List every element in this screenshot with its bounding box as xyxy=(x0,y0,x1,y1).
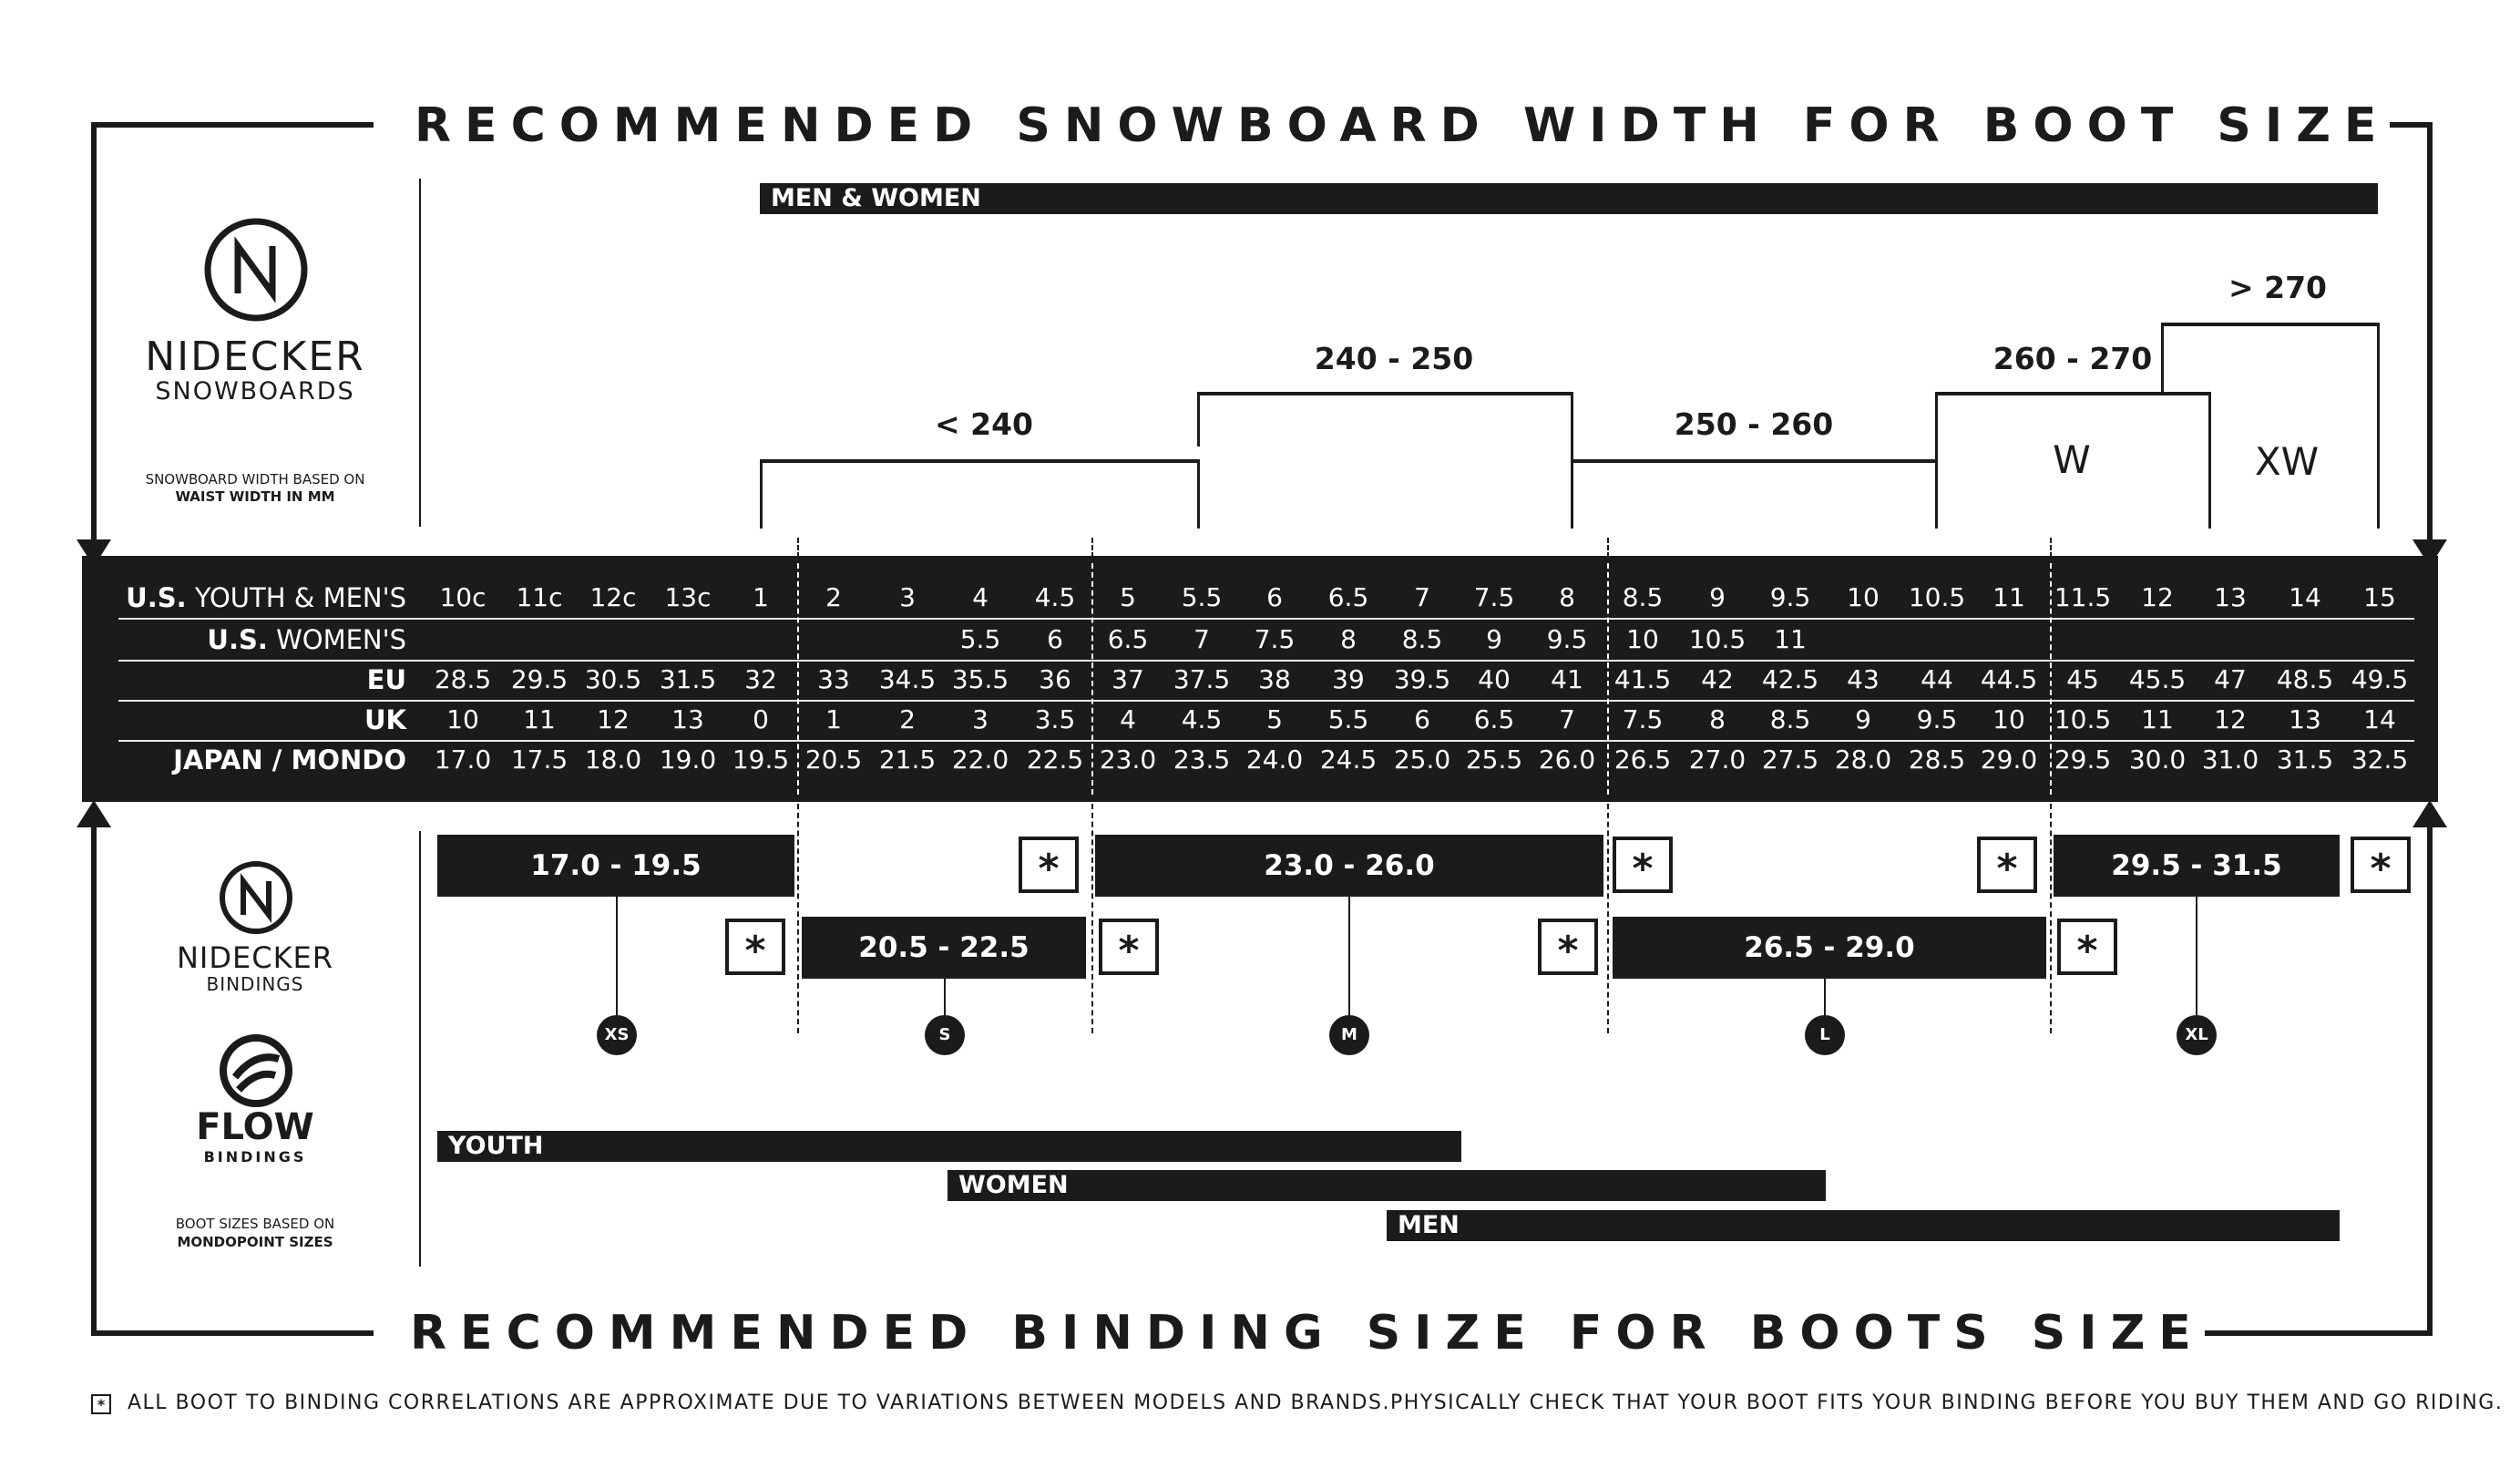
size-cell: 18.0 xyxy=(584,744,642,775)
star-note-icon: * xyxy=(1019,837,1079,893)
size-cell: 26.0 xyxy=(1538,744,1596,775)
size-cell: 6 xyxy=(1266,582,1283,612)
wide-label-xw: XW xyxy=(2254,439,2320,484)
size-cell: 28.5 xyxy=(434,664,492,694)
size-cell: 10c xyxy=(439,582,487,612)
size-cell: 13 xyxy=(671,704,704,734)
size-cell: 7.5 xyxy=(1254,624,1296,654)
size-cell: 39 xyxy=(1332,664,1365,694)
frame-right-upper xyxy=(2427,122,2433,541)
bindings-brand-sub: BINDINGS xyxy=(206,973,304,995)
size-cell: 10.5 xyxy=(2054,704,2112,734)
size-badge-s: S xyxy=(925,1015,965,1055)
size-cell: 13c xyxy=(664,582,712,612)
bracket-260-270-top xyxy=(1935,392,2210,395)
size-cell: 0 xyxy=(753,704,769,734)
size-cell: 6 xyxy=(1047,624,1063,654)
size-badge-xl: XL xyxy=(2177,1015,2217,1055)
size-cell: 24.0 xyxy=(1245,744,1304,775)
size-cell: 5.5 xyxy=(1181,582,1223,612)
size-cell: 30.5 xyxy=(584,664,642,694)
size-row-label: U.S. YOUTH & MEN'S xyxy=(126,582,406,613)
size-cell: 27.0 xyxy=(1688,744,1747,775)
size-cell: 31.5 xyxy=(2276,744,2334,775)
group-divider-1-bottom xyxy=(797,804,799,1033)
size-cell: 13 xyxy=(2289,704,2321,734)
binding-range-s: 20.5 - 22.5 xyxy=(802,917,1086,979)
group-divider-1-band xyxy=(797,563,799,795)
size-cell: 13 xyxy=(2214,582,2247,612)
size-cell: 9 xyxy=(1855,704,1871,734)
bracket-gt270-left xyxy=(2161,323,2164,394)
size-cell: 3 xyxy=(972,704,989,734)
size-cell: 4.5 xyxy=(1181,704,1223,734)
size-cell: 34.5 xyxy=(878,664,937,694)
size-cell: 27.5 xyxy=(1761,744,1819,775)
size-cell: 11 xyxy=(523,704,556,734)
size-cell: 26.5 xyxy=(1613,744,1672,775)
size-cell: 5 xyxy=(1266,704,1283,734)
arrow-up-right-icon xyxy=(2412,800,2447,827)
size-cell: 43 xyxy=(1847,664,1880,694)
size-cell: 15 xyxy=(2363,582,2396,612)
size-cell: 1 xyxy=(825,704,842,734)
size-cell: 10 xyxy=(1847,582,1880,612)
size-cell: 22.5 xyxy=(1026,744,1084,775)
size-cell: 33 xyxy=(817,664,850,694)
size-cell: 40 xyxy=(1478,664,1511,694)
size-cell: 9 xyxy=(1486,624,1502,654)
star-note-icon: * xyxy=(2351,837,2411,893)
size-cell: 10.5 xyxy=(1908,582,1966,612)
top-title: RECOMMENDED SNOWBOARD WIDTH FOR BOOT SIZE xyxy=(415,98,2391,153)
size-cell: 8.5 xyxy=(1769,704,1811,734)
size-cell: 4.5 xyxy=(1034,582,1076,612)
width-bracket-lt240: < 240 xyxy=(934,406,1034,442)
size-cell: 28.5 xyxy=(1908,744,1966,775)
group-divider-3-top xyxy=(1607,538,1609,558)
size-cell: 10 xyxy=(446,704,479,734)
size-cell: 42.5 xyxy=(1761,664,1819,694)
size-cell: 31.5 xyxy=(659,664,717,694)
size-cell: 37 xyxy=(1111,664,1144,694)
group-divider-3-bottom xyxy=(1607,804,1609,1033)
size-cell: 3 xyxy=(899,582,916,612)
size-cell: 8 xyxy=(1559,582,1575,612)
width-bracket-250-260: 250 - 260 xyxy=(1674,406,1834,442)
size-cell: 6.5 xyxy=(1473,704,1515,734)
size-cell: 1 xyxy=(753,582,769,612)
left-column-divider-bottom xyxy=(419,831,421,1267)
group-divider-1-top xyxy=(797,538,799,558)
size-cell: 44.5 xyxy=(1980,664,2038,694)
group-divider-3-band xyxy=(1607,563,1609,795)
size-row-label: U.S. WOMEN'S xyxy=(207,624,406,655)
size-cell: 14 xyxy=(2289,582,2321,612)
bracket-lt240-left xyxy=(760,459,763,529)
footnote: ALL BOOT TO BINDING CORRELATIONS ARE APPROXIMATE DUE TO VARIATIONS BETWEEN MODELS AND BRANDS.PHYSICALLY CHECK THAT YOUR BOOT FITS YOUR BINDING BEFORE YOU BUY THEM AND GO RIDING. xyxy=(128,1391,2504,1414)
star-note-icon: * xyxy=(1099,919,1159,975)
size-cell: 17.5 xyxy=(510,744,569,775)
bottom-title: RECOMMENDED BINDING SIZE FOR BOOTS SIZE xyxy=(410,1306,2205,1360)
men-women-bar xyxy=(760,183,2378,214)
size-cell: 5.5 xyxy=(959,624,1001,654)
width-bracket-260-270: 260 - 270 xyxy=(1992,341,2153,376)
size-row-separator xyxy=(118,618,2414,620)
size-cell: 35.5 xyxy=(951,664,1009,694)
size-badge-xs: XS xyxy=(597,1015,637,1055)
size-cell: 2 xyxy=(899,704,916,734)
size-row-label: EU xyxy=(366,664,406,695)
size-cell: 23.5 xyxy=(1173,744,1231,775)
size-cell: 41 xyxy=(1551,664,1583,694)
size-cell: 9.5 xyxy=(1916,704,1958,734)
size-cell: 19.0 xyxy=(659,744,717,775)
size-cell: 9 xyxy=(1709,582,1726,612)
group-divider-2-band xyxy=(1091,563,1093,795)
size-cell: 25.5 xyxy=(1465,744,1523,775)
size-cell: 30.0 xyxy=(2128,744,2187,775)
size-cell: 42 xyxy=(1701,664,1734,694)
size-cell: 22.0 xyxy=(951,744,1009,775)
connector-m xyxy=(1348,897,1350,1015)
bracket-240-250-left xyxy=(1197,392,1200,447)
size-cell: 6.5 xyxy=(1107,624,1149,654)
bracket-gt270-right xyxy=(2377,323,2380,529)
bracket-260-270-right xyxy=(2208,392,2211,529)
size-cell: 8.5 xyxy=(1401,624,1443,654)
size-cell: 7 xyxy=(1193,624,1210,654)
size-cell: 6.5 xyxy=(1327,582,1369,612)
bracket-240-250-top xyxy=(1197,392,1572,395)
size-cell: 28.0 xyxy=(1834,744,1892,775)
bracket-lt240-right xyxy=(1197,459,1200,529)
size-cell: 8 xyxy=(1340,624,1357,654)
wide-label-w: W xyxy=(2053,437,2091,482)
size-cell: 44 xyxy=(1921,664,1953,694)
flow-bar-youth xyxy=(437,1131,1461,1162)
nidecker-brand-name: NIDECKER xyxy=(145,334,365,380)
size-cell: 11 xyxy=(1992,582,2025,612)
size-cell: 11 xyxy=(1774,624,1807,654)
flow-brand-name: FLOW xyxy=(196,1106,314,1148)
size-cell: 38 xyxy=(1258,664,1291,694)
size-cell: 29.5 xyxy=(2054,744,2112,775)
size-cell: 12 xyxy=(2141,582,2174,612)
size-cell: 32.5 xyxy=(2351,744,2409,775)
size-cell: 4 xyxy=(972,582,989,612)
size-badge-m: M xyxy=(1329,1015,1369,1055)
frame-left-lower xyxy=(91,826,97,1336)
size-cell: 7 xyxy=(1559,704,1575,734)
size-cell: 41.5 xyxy=(1613,664,1672,694)
binding-range-m: 23.0 - 26.0 xyxy=(1095,835,1603,897)
binding-range-xs: 17.0 - 19.5 xyxy=(437,835,794,897)
group-divider-4-bottom xyxy=(2050,804,2052,1033)
flow-brand-sub: BINDINGS xyxy=(203,1148,307,1165)
frame-left-upper xyxy=(91,122,97,541)
star-note-icon: * xyxy=(1538,919,1598,975)
size-cell: 49.5 xyxy=(2351,664,2409,694)
width-bracket-240-250: 240 - 250 xyxy=(1314,341,1474,376)
size-cell: 12 xyxy=(2214,704,2247,734)
size-cell: 9.5 xyxy=(1769,582,1811,612)
size-cell: 10 xyxy=(1626,624,1659,654)
flow-bar-youth-label: YOUTH xyxy=(448,1132,544,1160)
flow-bar-men-label: MEN xyxy=(1398,1211,1460,1239)
size-cell: 45.5 xyxy=(2128,664,2187,694)
flow-bar-men xyxy=(1387,1210,2340,1241)
size-cell: 5 xyxy=(1120,582,1136,612)
size-cell: 4 xyxy=(1120,704,1136,734)
size-cell: 37.5 xyxy=(1173,664,1231,694)
flow-logo-icon xyxy=(219,1033,293,1108)
size-cell: 36 xyxy=(1039,664,1071,694)
group-divider-4-band xyxy=(2050,563,2052,795)
size-cell: 7 xyxy=(1414,582,1430,612)
size-cell: 11c xyxy=(516,582,563,612)
size-cell: 11.5 xyxy=(2054,582,2112,612)
size-row-label: UK xyxy=(364,704,406,735)
size-cell: 47 xyxy=(2214,664,2247,694)
size-cell: 17.0 xyxy=(434,744,492,775)
size-cell: 48.5 xyxy=(2276,664,2334,694)
star-note-icon: * xyxy=(1977,837,2037,893)
size-cell: 25.0 xyxy=(1393,744,1451,775)
left-column-divider-top xyxy=(419,179,421,527)
size-cell: 7.5 xyxy=(1473,582,1515,612)
size-cell: 10.5 xyxy=(1688,624,1747,654)
size-cell: 39.5 xyxy=(1393,664,1451,694)
size-row-label: JAPAN / MONDO xyxy=(173,744,406,775)
nidecker-brand-sub: SNOWBOARDS xyxy=(155,377,355,406)
size-cell: 23.0 xyxy=(1099,744,1157,775)
size-cell: 29.5 xyxy=(510,664,569,694)
nidecker-logo-icon xyxy=(203,217,309,323)
men-women-label: MEN & WOMEN xyxy=(771,184,981,212)
size-cell: 24.5 xyxy=(1319,744,1378,775)
size-cell: 12c xyxy=(589,582,637,612)
binding-range-l: 26.5 - 29.0 xyxy=(1613,917,2046,979)
arrow-up-left-icon xyxy=(77,800,111,827)
size-cell: 14 xyxy=(2363,704,2396,734)
width-note-line2: WAIST WIDTH IN MM xyxy=(175,488,335,505)
bracket-250-260-right xyxy=(1935,392,1938,529)
nidecker-bindings-logo-icon xyxy=(219,860,293,935)
group-divider-4-top xyxy=(2050,538,2052,558)
connector-l xyxy=(1824,979,1826,1015)
group-divider-2-top xyxy=(1091,538,1093,558)
size-cell: 21.5 xyxy=(878,744,937,775)
connector-xs xyxy=(616,897,618,1015)
size-cell: 6 xyxy=(1414,704,1430,734)
bindings-brand-name: NIDECKER xyxy=(176,940,333,975)
group-divider-2-bottom xyxy=(1091,804,1093,1033)
size-cell: 2 xyxy=(825,582,842,612)
size-cell: 12 xyxy=(597,704,630,734)
size-cell: 8.5 xyxy=(1622,582,1664,612)
size-cell: 31.0 xyxy=(2201,744,2259,775)
size-badge-l: L xyxy=(1805,1015,1845,1055)
size-cell: 8 xyxy=(1709,704,1726,734)
flow-note-line1: BOOT SIZES BASED ON xyxy=(175,1216,335,1232)
frame-right-lower xyxy=(2427,826,2433,1336)
bracket-250-260-top xyxy=(1571,459,1937,463)
width-note-line1: SNOWBOARD WIDTH BASED ON xyxy=(145,471,365,488)
bracket-lt240-top xyxy=(760,459,1199,463)
flow-bar-women-label: WOMEN xyxy=(958,1171,1069,1199)
size-cell: 45 xyxy=(2066,664,2099,694)
size-cell: 9.5 xyxy=(1546,624,1588,654)
size-cell: 32 xyxy=(744,664,777,694)
size-cell: 11 xyxy=(2141,704,2174,734)
star-note-icon: * xyxy=(1613,837,1673,893)
frame-top-left xyxy=(91,122,374,128)
star-note-icon: * xyxy=(725,919,785,975)
size-cell: 19.5 xyxy=(732,744,790,775)
connector-s xyxy=(944,979,946,1015)
size-cell: 29.0 xyxy=(1980,744,2038,775)
star-note-icon: * xyxy=(2057,919,2117,975)
binding-range-xl: 29.5 - 31.5 xyxy=(2054,835,2340,897)
frame-bottom-left xyxy=(91,1330,374,1336)
size-cell: 5.5 xyxy=(1327,704,1369,734)
connector-xl xyxy=(2196,897,2197,1015)
footnote-star-icon: * xyxy=(91,1394,111,1414)
width-bracket-gt270: > 270 xyxy=(2228,270,2328,305)
bracket-gt270-top xyxy=(2161,323,2380,326)
size-cell: 20.5 xyxy=(804,744,863,775)
size-cell: 10 xyxy=(1992,704,2025,734)
flow-note-line2: MONDOPOINT SIZES xyxy=(177,1234,333,1250)
flow-bar-women xyxy=(948,1170,1826,1201)
size-cell: 7.5 xyxy=(1622,704,1664,734)
size-cell: 3.5 xyxy=(1034,704,1076,734)
